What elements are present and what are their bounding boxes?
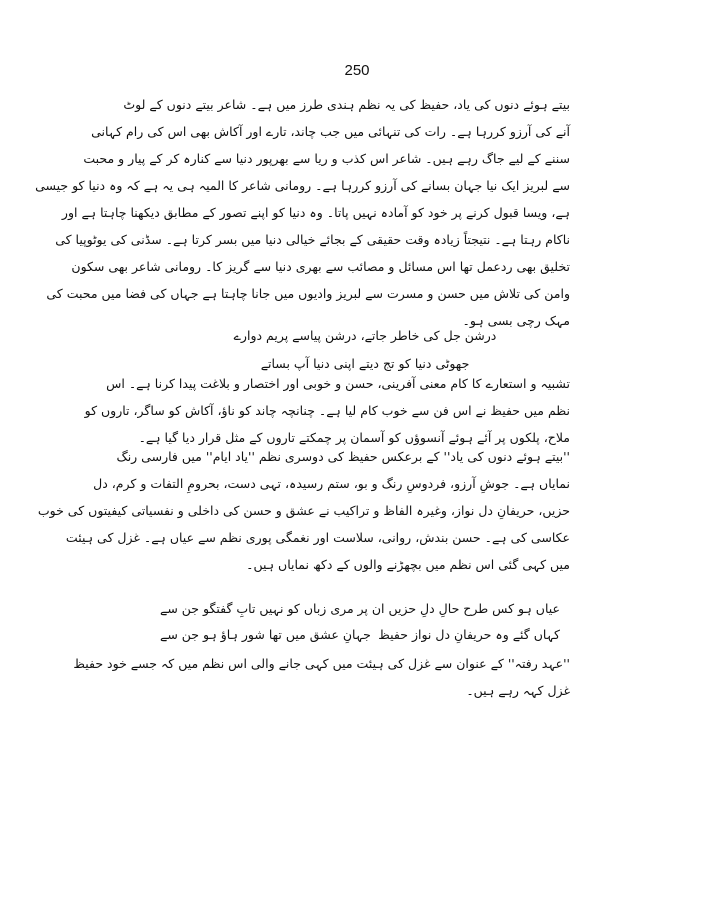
misra-second: جہانِ عشق میں تھا شور ہاؤ ہو جن سے — [160, 627, 371, 642]
couplet-block — [160, 596, 560, 648]
text-line: حزیں، حریفانِ دل نواز، وغیرہ الفاظ و تراکیب نے عشق و حسن کی داخلی و نفسیاتی کیفیتوں کی خوب — [37, 503, 570, 518]
paragraph-1 — [35, 91, 570, 334]
text-line: نظم میں حفیظ نے اس فن سے خوب کام لیا ہے۔ چنانچہ چاند کو ناؤ، آکاش کو ساگر، تاروں کو — [84, 403, 570, 418]
text-line: ہے، ویسا قبول کرنے پر خود کو آمادہ نہیں پاتا۔ وہ دنیا کو اپنے تصور کے مطابق دیکھنا چاہتا ہے اور — [61, 205, 570, 220]
paragraph-3 — [37, 443, 570, 578]
text-line: سننے کے لیے جاگ رہے ہیں۔ شاعر اس کذب و ریا سے بھرپور دنیا سے کنارہ کر کے پیار و محبت — [83, 151, 570, 166]
text-line: بیتے ہوئے دنوں کی یاد، حفیظ کی یہ نظم ہندی طرز میں ہے۔ شاعر بیتے دنوں کے لوٹ — [123, 97, 570, 112]
text-line: ملاح، پلکوں پر آئے ہوئے آنسوؤں کو آسمان پر چمکتے تاروں کے مثل قرار دیا گیا ہے۔ — [138, 430, 570, 445]
text-line: وامن کی تلاش میں حسن و مسرت سے لبریز وادیوں میں جانا چاہتا ہے جہاں کی فضا میں محبت کی — [46, 286, 570, 301]
paragraph-2 — [84, 370, 570, 451]
paragraph-4 — [73, 650, 570, 704]
text-line: غزل کہہ رہے ہیں۔ — [466, 683, 570, 698]
text-line: عکاسی کی ہے۔ حسن بندش، روانی، سلاست اور نغمگی پوری نظم سے عیاں ہے۔ غزل کی ہیئت — [65, 530, 570, 545]
text-line: سے لبریز ایک نیا جہان بسانے کی آرزو کررہا ہے۔ رومانی شاعر کا المیہ ہی یہ ہے کہ وہ دنیا کو جیسی — [35, 178, 570, 193]
misra-first: کہاں گئے وہ حریفانِ دل نواز حفیظ — [378, 627, 560, 642]
text-line: ناکام رہتا ہے۔ نتیجتاً زیادہ وقت حقیقی کے بجائے خیالی دنیا میں بسر کرتا ہے۔ سڈنی کی یوٹوپیا کی — [55, 232, 570, 247]
text-line: تخلیق بھی ردعمل تھا اس مسائل و مصائب سے بھری دنیا سے گریز کا۔ رومانی شاعر بھی سکون — [71, 259, 570, 274]
text-line: ''عہد رفتہ'' کے عنوان سے غزل کی ہیئت میں کہی جانے والی اس نظم میں کہ جسے خود حفیظ — [73, 656, 570, 671]
couplet-row — [160, 622, 560, 648]
text-line: مہک رچی بسی ہو۔ — [462, 313, 570, 328]
text-line: میں کہی گئی اس نظم میں بچھڑنے والوں کے دکھ نمایاں ہیں۔ — [246, 557, 570, 572]
couplet-row — [160, 596, 560, 622]
text-line: آنے کی آرزو کررہا ہے۔ رات کی تنہائی میں جب چاند، تارے اور آکاش بھی اس کی رام کہانی — [91, 124, 570, 139]
text-line: نمایاں ہے۔ جوشِ آرزو، فردوسِ رنگ و بو، ستم رسیدہ، تہی دست، بحرومِ التفات و کرم، دل — [93, 476, 570, 491]
verse-line: جھوٹی دنیا کو تج دیتے اپنی دنیا آپ بساتے — [260, 356, 470, 371]
page-number: 250 — [344, 62, 370, 79]
text-line: تشبیہ و استعارے کا کام معنی آفرینی، حسن و خوبی اور اختصار و بلاغت پیدا کرنا ہے۔ اس — [106, 376, 570, 391]
misra-first: عیاں ہو کس طرح حالِ دلِ حزیں ان پر — [357, 601, 560, 616]
misra-second: مری زباں کو نہیں تابِ گفتگو جن سے — [160, 601, 354, 616]
text-line: ''بیتے ہوئے دنوں کی یاد'' کے برعکس حفیظ کی دوسری نظم ''یاد ایام'' میں فارسی رنگ — [116, 449, 570, 464]
verse-line: درشن جل کی خاطر جاتے، درشن پیاسے پریم دوارے — [233, 328, 497, 343]
